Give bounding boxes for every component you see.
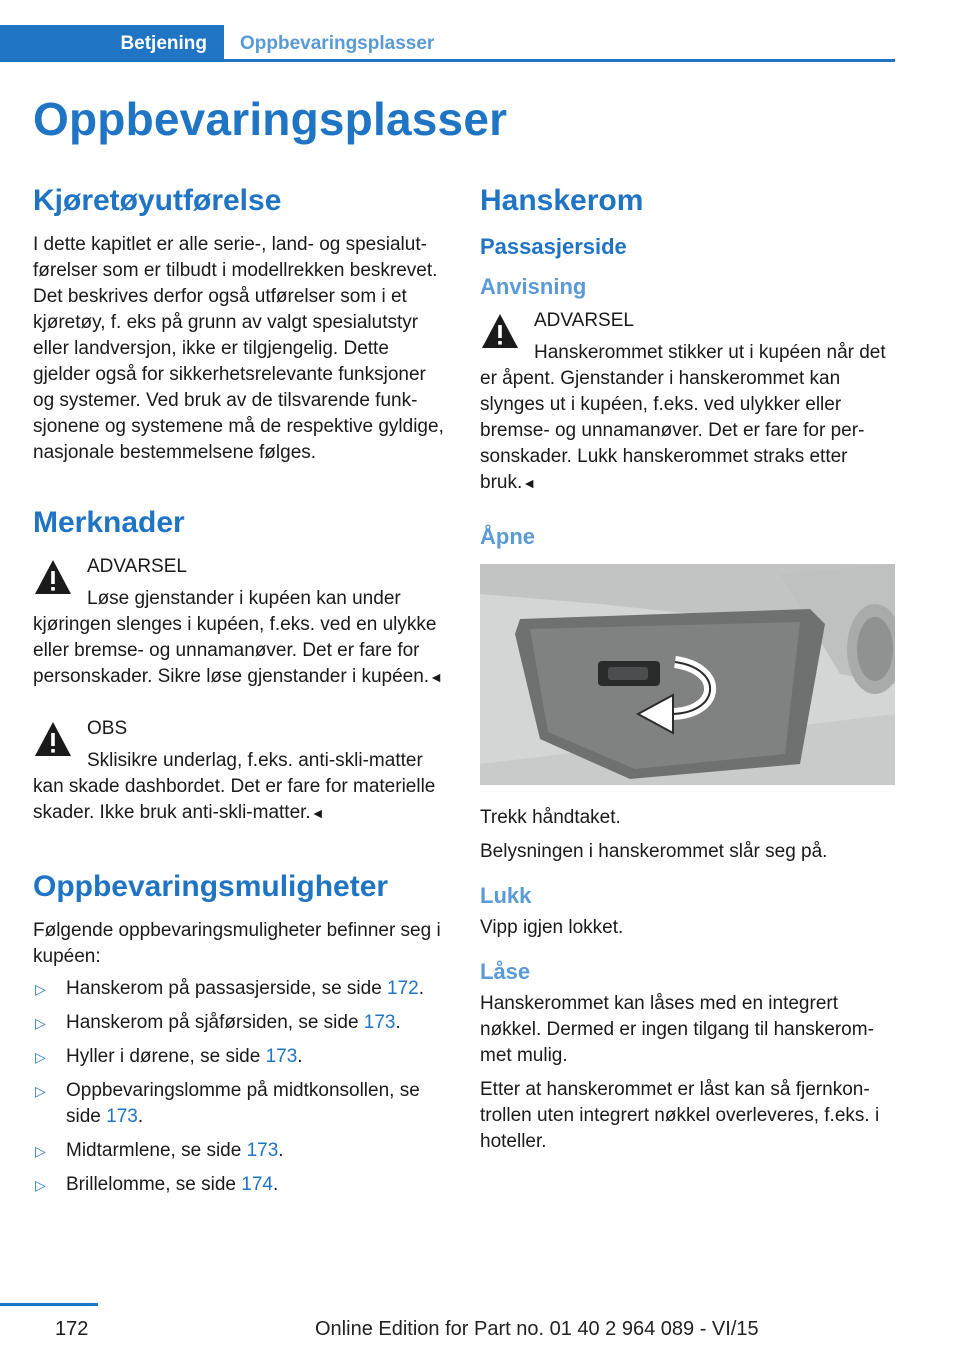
- warning-triangle-icon: [33, 558, 73, 596]
- warning-triangle-icon: [480, 312, 520, 350]
- storage-list: [33, 976, 448, 1198]
- warning-triangle-icon: [33, 720, 73, 758]
- edition-note: Online Edition for Part no. 01 40 2 964 089 - VI/15: [315, 1318, 759, 1340]
- tab-betjening-label: Betjening: [120, 32, 207, 54]
- lock-text-2: Etter at hanskerommet er låst kan så fjernkontrollen uten integrert nøkkel overleveres, f.eks. i hoteller.: [480, 1079, 880, 1152]
- list-item: ▷ Hanskerom på passasjerside, se side 172.: [33, 976, 448, 1002]
- page-link[interactable]: 174: [241, 1174, 273, 1195]
- open-step-1: Trekk håndtaket.: [480, 807, 621, 828]
- page-link[interactable]: 173: [363, 1012, 396, 1033]
- warning-label: OBS: [87, 718, 128, 739]
- glovebox-heading: Hanskerom: [480, 184, 644, 217]
- page-link[interactable]: 173: [106, 1106, 138, 1127]
- triangle-bullet-icon: ▷: [35, 1015, 46, 1031]
- tab-oppbevaringsplasser-label: Oppbevaringsplasser: [240, 32, 435, 54]
- list-item: ▷ Oppbevaringslomme på midtkonsollen, se side 173.: [35, 1080, 420, 1127]
- end-mark: ◄: [310, 805, 325, 821]
- page-link[interactable]: 173: [246, 1140, 279, 1161]
- right-column: [480, 180, 895, 1163]
- storage-intro: Følgende oppbevaringsmuligheter befinner seg i kupéen:: [33, 920, 441, 967]
- end-mark: ◄: [522, 475, 537, 491]
- triangle-bullet-icon: ▷: [35, 981, 46, 997]
- header-rule: [0, 59, 895, 62]
- triangle-bullet-icon: ▷: [35, 1049, 46, 1065]
- passenger-side-heading: Passasjerside: [480, 234, 627, 259]
- left-column: [33, 180, 448, 1206]
- warning-glovebox: [480, 308, 895, 496]
- glovebox-handle-photo: [480, 564, 895, 785]
- warning-label: ADVARSEL: [87, 556, 187, 577]
- page-title: Oppbevaringsplasser: [33, 93, 508, 145]
- lock-heading: Låse: [480, 959, 531, 984]
- warning-label: ADVARSEL: [534, 310, 634, 331]
- close-heading: Lukk: [480, 883, 532, 908]
- page-link[interactable]: 173: [265, 1046, 298, 1067]
- list-item: ▷ Midtarmlene, se side 173.: [33, 1138, 448, 1164]
- storage-heading: Oppbevaringsmuligheter: [33, 870, 389, 903]
- footer-rule: [0, 1303, 98, 1306]
- note-heading: Anvisning: [480, 274, 587, 299]
- triangle-bullet-icon: ▷: [35, 1143, 46, 1159]
- close-text: Vipp igjen lokket.: [480, 917, 624, 938]
- warning-anti-slip: [33, 716, 448, 826]
- vehicle-heading: Kjøretøyutførelse: [33, 184, 282, 217]
- tab-oppbevaringsplasser[interactable]: [240, 25, 434, 62]
- end-mark: ◄: [429, 669, 443, 685]
- lock-text-1: Hanskerommet kan låses med en integrert nøkkel. Dermed er ingen tilgang til hanskerommet mulig.: [480, 993, 874, 1066]
- list-item: ▷ Hanskerom på sjåførsiden, se side 173.: [33, 1010, 448, 1036]
- triangle-bullet-icon: ▷: [35, 1083, 46, 1099]
- list-item: ▷ Hyller i dørene, se side 173.: [33, 1044, 448, 1070]
- tab-betjening[interactable]: [0, 25, 224, 62]
- warning-text: Sklisikre underlag, f.eks. anti-skli-matter kan skade dashbordet. Det er fare for materielle skader. Ikke bruk anti-skli-matter.◄: [33, 750, 436, 823]
- warning-loose-objects: [33, 554, 448, 690]
- warning-text: Hanskerommet stikker ut i kupéen når det er åpent. Gjenstander i hanskerommet kan slynges ut i kupéen, f.eks. ved ulykker eller bremse- og unnamanøver. Det er fare for personskader. Lukk hanskerommet straks etter bruk.◄: [480, 342, 886, 493]
- page-number: 172: [55, 1318, 89, 1340]
- list-item: ▷ Brillelomme, se side 174.: [33, 1172, 448, 1198]
- page-link[interactable]: 172: [387, 978, 419, 999]
- open-heading: Åpne: [480, 524, 535, 549]
- vehicle-body: I dette kapitlet er alle serie-, land- og spesialutførelser som er tilbudt i modellrekken beskrevet. Det beskrives derfor også utførelser som i et kjøretøy, f. eks på grunn av valgt spesialutstyr eller landversjon, ikke er tilgjengelig. Dette gjelder også for sikkerhetsrelevante funksjoner og systemer. Ved bruk av de tilsvarende funksjonene og systemene må de respektive gyldige, nasjonale bestemmelsene følges.: [33, 234, 444, 463]
- notes-heading: Merknader: [33, 506, 185, 539]
- open-step-2: Belysningen i hanskerommet slår seg på.: [480, 841, 828, 862]
- triangle-bullet-icon: ▷: [35, 1177, 46, 1193]
- warning-text: Løse gjenstander i kupéen kan under kjøringen slenges i kupéen, f.eks. ved en ulykke eller bremse- og unnamanøver. Det er fare for personskader. Sikre løse gjenstander i kupéen.◄: [33, 588, 443, 687]
